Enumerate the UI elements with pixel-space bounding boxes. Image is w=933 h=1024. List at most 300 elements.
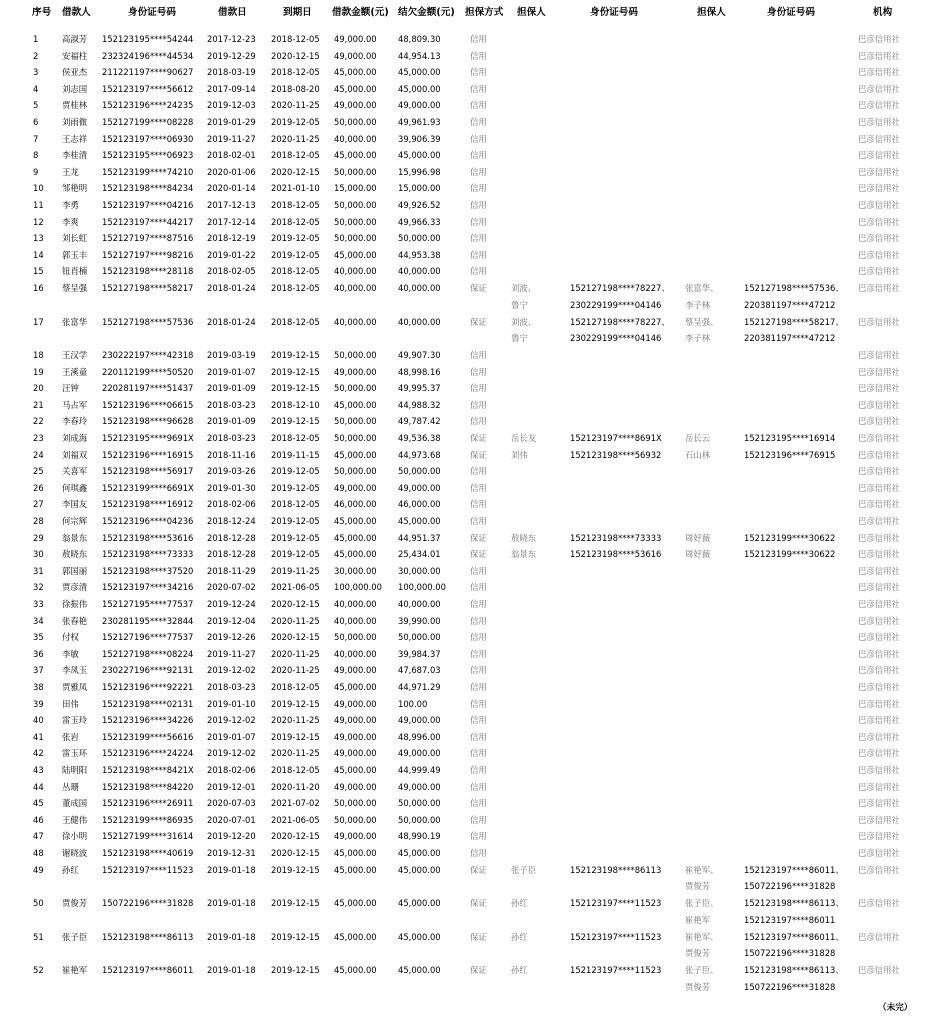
header-guarantor-2-id: 身份证号码 (767, 7, 815, 18)
due-date: 2019-11-25 (271, 565, 320, 576)
loan-date: 2020-07-01 (207, 814, 256, 825)
row-seq: 47 (33, 831, 44, 842)
borrower-id-number: 152127198****08224 (102, 648, 194, 659)
row-seq: 50 (33, 898, 44, 909)
row-seq: 11 (33, 200, 44, 210)
loan-amount: 45,000.00 (334, 765, 377, 775)
loan-amount: 50,000.00 (334, 166, 377, 177)
guarantee-mode: 信用 (470, 83, 487, 94)
institution-name: 巴彦信用社 (858, 150, 900, 161)
institution-name: 巴彦信用社 (858, 898, 900, 909)
guarantor-name: 贾俊芳 (685, 948, 711, 959)
guarantee-mode: 信用 (470, 233, 487, 244)
row-seq: 21 (33, 399, 44, 410)
row-seq: 8 (33, 150, 39, 161)
guarantee-mode: 信用 (470, 416, 487, 427)
due-date: 2019-12-15 (271, 898, 320, 909)
guarantor-name: 张子臣、 (685, 898, 719, 909)
borrower-name: 刘雨微 (62, 117, 88, 127)
due-date: 2020-11-25 (271, 665, 320, 676)
owed-amount: 49,961.93 (398, 117, 441, 127)
row-seq: 48 (33, 848, 44, 858)
borrower-id-number: 152127197****98216 (102, 249, 194, 260)
borrower-name: 王龙 (62, 166, 79, 177)
loan-date: 2019-12-29 (207, 50, 256, 61)
guarantor-id-number: 152123197****8691X (570, 433, 662, 443)
guarantee-mode: 保证 (470, 864, 487, 875)
guarantor-id-number: 152123197****86011、 (744, 864, 844, 875)
due-date: 2019-12-05 (271, 482, 320, 493)
guarantee-mode: 信用 (470, 166, 487, 177)
loan-date: 2019-12-03 (207, 100, 256, 111)
guarantee-mode: 信用 (470, 100, 487, 111)
institution-name: 巴彦信用社 (858, 383, 900, 394)
row-seq: 19 (33, 366, 44, 377)
borrower-id-number: 152123199****74210 (102, 166, 194, 177)
institution-name: 巴彦信用社 (858, 34, 900, 44)
loan-amount: 45,000.00 (334, 532, 377, 543)
borrower-id-number: 150722196****31828 (102, 898, 194, 909)
borrower-id-number: 211221197****90627 (102, 67, 194, 78)
due-date: 2020-12-15 (271, 831, 320, 842)
borrower-name: 丛珊 (62, 781, 79, 792)
guarantor-name: 敖晓东 (511, 532, 537, 543)
guarantor-name: 鲁宁 (511, 333, 528, 344)
owed-amount: 44,988.32 (398, 399, 441, 410)
loan-date: 2020-01-06 (207, 166, 256, 177)
due-date: 2018-12-05 (271, 200, 320, 210)
guarantee-mode: 信用 (470, 366, 487, 377)
header-seq: 序号 (32, 7, 52, 18)
owed-amount: 40,000.00 (398, 266, 441, 277)
loan-amount: 45,000.00 (334, 150, 377, 161)
row-seq: 18 (33, 350, 44, 360)
row-seq: 32 (33, 582, 44, 593)
loan-date: 2018-12-19 (207, 233, 256, 244)
loan-date: 2018-12-28 (207, 549, 256, 560)
row-seq: 42 (33, 748, 44, 759)
guarantor-id-number: 150722196****31828 (744, 948, 836, 959)
due-date: 2018-12-05 (271, 283, 320, 293)
due-date: 2019-12-05 (271, 466, 320, 477)
loan-amount: 49,000.00 (334, 366, 377, 377)
borrower-id-number: 152123198****86113 (102, 931, 194, 942)
borrower-id-number: 152123196****34226 (102, 715, 194, 726)
due-date: 2020-12-15 (271, 166, 320, 177)
institution-name: 巴彦信用社 (858, 249, 900, 260)
loan-amount: 49,000.00 (334, 715, 377, 726)
loan-date: 2018-03-19 (207, 67, 256, 78)
due-date: 2019-12-15 (271, 366, 320, 377)
row-seq: 40 (33, 715, 44, 726)
owed-amount: 45,000.00 (398, 848, 441, 858)
borrower-id-number: 152123197****06930 (102, 133, 194, 144)
guarantor-id-number: 152123198****73333 (570, 532, 662, 543)
guarantee-mode: 信用 (470, 814, 487, 825)
borrower-id-number: 152123198****56917 (102, 466, 194, 477)
guarantee-mode: 信用 (470, 50, 487, 61)
owed-amount: 40,000.00 (398, 316, 441, 327)
owed-amount: 46,000.00 (398, 499, 441, 510)
row-seq: 46 (33, 814, 44, 825)
borrower-name: 李国友 (62, 499, 88, 510)
borrower-id-number: 230281195****32844 (102, 615, 194, 626)
borrower-name: 刘福双 (62, 449, 88, 460)
guarantee-mode: 保证 (470, 532, 487, 543)
guarantee-mode: 信用 (470, 615, 487, 626)
row-seq: 12 (33, 216, 44, 227)
borrower-id-number: 152123196****24235 (102, 100, 194, 111)
due-date: 2018-12-05 (271, 765, 320, 775)
due-date: 2018-12-05 (271, 34, 320, 44)
owed-amount: 48,809.30 (398, 34, 441, 44)
row-seq: 51 (33, 931, 44, 942)
owed-amount: 45,000.00 (398, 516, 441, 526)
guarantee-mode: 信用 (470, 848, 487, 858)
borrower-name: 刘长虹 (62, 233, 88, 244)
loan-amount: 45,000.00 (334, 682, 377, 692)
loan-date: 2017-12-13 (207, 200, 256, 210)
guarantor-name: 贾俊芳 (685, 981, 711, 992)
borrower-name: 安福柱 (62, 50, 88, 61)
loan-date: 2019-12-02 (207, 748, 256, 759)
guarantee-mode: 信用 (470, 499, 487, 510)
guarantor-id-number: 152123196****76915 (744, 449, 836, 460)
borrower-id-number: 152127199****31614 (102, 831, 194, 842)
guarantee-mode: 信用 (470, 648, 487, 659)
owed-amount: 100.00 (398, 698, 428, 709)
due-date: 2018-12-05 (271, 150, 320, 161)
loan-date: 2017-12-14 (207, 216, 256, 227)
loan-date: 2018-01-24 (207, 316, 256, 327)
guarantee-mode: 信用 (470, 781, 487, 792)
guarantor-name: 张富华、 (685, 283, 719, 293)
loan-amount: 50,000.00 (334, 117, 377, 127)
guarantor-name: 刘波、 (511, 316, 537, 327)
loan-date: 2018-12-28 (207, 532, 256, 543)
borrower-name: 李爽 (62, 216, 79, 227)
loan-date: 2019-01-22 (207, 249, 256, 260)
guarantor-id-number: 152127198****57536、 (744, 283, 844, 293)
loan-amount: 100,000.00 (334, 582, 382, 593)
institution-name: 巴彦信用社 (858, 200, 900, 210)
borrower-name: 贾桂林 (62, 100, 88, 111)
due-date: 2018-08-20 (271, 83, 320, 94)
guarantee-mode: 信用 (470, 516, 487, 526)
due-date: 2021-06-05 (271, 582, 320, 593)
due-date: 2019-12-05 (271, 249, 320, 260)
institution-name: 巴彦信用社 (858, 931, 900, 942)
loan-date: 2019-12-26 (207, 632, 256, 643)
borrower-name: 王志祥 (62, 133, 88, 144)
due-date: 2018-12-05 (271, 682, 320, 692)
institution-name: 巴彦信用社 (858, 798, 900, 809)
borrower-name: 李凤玉 (62, 665, 88, 676)
owed-amount: 39,906.39 (398, 133, 441, 144)
loan-amount: 45,000.00 (334, 249, 377, 260)
due-date: 2020-12-15 (271, 599, 320, 609)
loan-amount: 45,000.00 (334, 898, 377, 909)
header-guarantor-2: 担保人 (697, 7, 726, 18)
owed-amount: 100,000.00 (398, 582, 446, 593)
owed-amount: 45,000.00 (398, 150, 441, 161)
loan-date: 2018-12-24 (207, 516, 256, 526)
owed-amount: 44,953.38 (398, 249, 441, 260)
due-date: 2019-12-15 (271, 931, 320, 942)
guarantor-id-number: 152127198****78227、 (570, 283, 670, 293)
row-seq: 30 (33, 549, 44, 560)
loan-date: 2019-01-10 (207, 698, 256, 709)
due-date: 2020-11-25 (271, 715, 320, 726)
borrower-id-number: 152127198****57536 (102, 316, 194, 327)
borrower-id-number: 152123197****34216 (102, 582, 194, 593)
loan-date: 2018-03-23 (207, 433, 256, 443)
due-date: 2019-12-15 (271, 731, 320, 742)
institution-name: 巴彦信用社 (858, 166, 900, 177)
loan-date: 2018-03-23 (207, 682, 256, 692)
due-date: 2020-12-15 (271, 848, 320, 858)
borrower-id-number: 230227196****92131 (102, 665, 194, 676)
borrower-name: 李桂清 (62, 150, 88, 161)
institution-name: 巴彦信用社 (858, 532, 900, 543)
due-date: 2019-12-15 (271, 416, 320, 427)
loan-date: 2019-01-18 (207, 931, 256, 942)
guarantor-name: 翁景东 (511, 549, 537, 560)
institution-name: 巴彦信用社 (858, 565, 900, 576)
loan-date: 2018-02-06 (207, 765, 256, 775)
loan-amount: 40,000.00 (334, 283, 377, 293)
guarantor-id-number: 230229199****04146 (570, 333, 662, 344)
owed-amount: 45,000.00 (398, 67, 441, 78)
owed-amount: 39,990.00 (398, 615, 441, 626)
loan-amount: 45,000.00 (334, 848, 377, 858)
institution-name: 巴彦信用社 (858, 831, 900, 842)
guarantor-name: 蔡呈强、 (685, 316, 719, 327)
borrower-name: 张春艳 (62, 615, 88, 626)
loan-date: 2019-01-09 (207, 383, 256, 394)
loan-date: 2019-12-02 (207, 665, 256, 676)
borrower-id-number: 152123197****04216 (102, 200, 194, 210)
borrower-name: 雷玉玲 (62, 715, 88, 726)
borrower-id-number: 152127199****08228 (102, 117, 194, 127)
borrower-id-number: 152123198****84234 (102, 183, 194, 194)
loan-amount: 40,000.00 (334, 133, 377, 144)
loan-date: 2018-02-06 (207, 499, 256, 510)
guarantor-name: 崔艳军、 (685, 931, 719, 942)
borrower-name: 张子臣 (62, 931, 88, 942)
owed-amount: 49,926.52 (398, 200, 441, 210)
header-id: 身份证号码 (128, 7, 176, 18)
due-date: 2020-11-25 (271, 615, 320, 626)
guarantee-mode: 信用 (470, 350, 487, 360)
guarantor-name: 孙红 (511, 931, 528, 942)
guarantee-mode: 信用 (470, 599, 487, 609)
due-date: 2019-12-15 (271, 383, 320, 394)
due-date: 2019-12-05 (271, 532, 320, 543)
header-due-date: 到期日 (283, 7, 312, 18)
borrower-name: 王溪童 (62, 366, 88, 377)
borrower-name: 刘成海 (62, 433, 88, 443)
borrower-id-number: 220281197****51437 (102, 383, 194, 394)
loan-date: 2019-12-31 (207, 848, 256, 858)
borrower-id-number: 152123197****11523 (102, 864, 194, 875)
guarantor-name: 鲁宁 (511, 299, 528, 310)
owed-amount: 45,000.00 (398, 864, 441, 875)
guarantor-id-number: 152123198****56932 (570, 449, 662, 460)
institution-name: 巴彦信用社 (858, 632, 900, 643)
loan-date: 2019-12-02 (207, 715, 256, 726)
borrower-name: 田伟 (62, 698, 79, 709)
loan-amount: 45,000.00 (334, 399, 377, 410)
institution-name: 巴彦信用社 (858, 133, 900, 144)
guarantee-mode: 信用 (470, 399, 487, 410)
loan-date: 2019-12-20 (207, 831, 256, 842)
loan-amount: 50,000.00 (334, 798, 377, 809)
loan-amount: 50,000.00 (334, 233, 377, 244)
row-seq: 27 (33, 499, 44, 510)
institution-name: 巴彦信用社 (858, 864, 900, 875)
row-seq: 5 (33, 100, 39, 111)
institution-name: 巴彦信用社 (858, 814, 900, 825)
borrower-id-number: 152123195****9691X (102, 433, 194, 443)
borrower-name: 贾雅凤 (62, 682, 88, 692)
borrower-name: 张岩 (62, 731, 79, 742)
guarantor-name: 岳长云 (685, 433, 711, 443)
row-seq: 38 (33, 682, 44, 692)
row-seq: 1 (33, 34, 39, 44)
guarantee-mode: 保证 (470, 931, 487, 942)
owed-amount: 45,000.00 (398, 83, 441, 94)
borrower-name: 钮肖楠 (62, 266, 88, 277)
loan-date: 2019-01-29 (207, 117, 256, 127)
row-seq: 20 (33, 383, 44, 394)
due-date: 2018-12-05 (271, 266, 320, 277)
guarantor-id-number: 152123198****53616 (570, 549, 662, 560)
institution-name: 巴彦信用社 (858, 965, 900, 976)
row-seq: 28 (33, 516, 44, 526)
borrower-name: 何琪鑫 (62, 482, 88, 493)
institution-name: 巴彦信用社 (858, 350, 900, 360)
loan-amount: 49,000.00 (334, 781, 377, 792)
loan-date: 2018-11-29 (207, 565, 256, 576)
borrower-id-number: 152123198****28118 (102, 266, 194, 277)
loan-amount: 50,000.00 (334, 632, 377, 643)
owed-amount: 50,000.00 (398, 233, 441, 244)
loan-amount: 46,000.00 (334, 499, 377, 510)
loan-date: 2019-12-01 (207, 781, 256, 792)
guarantee-mode: 信用 (470, 682, 487, 692)
guarantee-mode: 信用 (470, 466, 487, 477)
header-guarantee-mode: 担保方式 (465, 7, 504, 18)
owed-amount: 48,996.00 (398, 731, 441, 742)
row-seq: 33 (33, 599, 44, 609)
owed-amount: 49,907.30 (398, 350, 441, 360)
loan-amount: 40,000.00 (334, 615, 377, 626)
loan-amount: 50,000.00 (334, 216, 377, 227)
loan-amount: 45,000.00 (334, 864, 377, 875)
borrower-name: 李春玲 (62, 416, 88, 427)
loan-amount: 45,000.00 (334, 965, 377, 976)
owed-amount: 44,954.13 (398, 50, 441, 61)
owed-amount: 49,787.42 (398, 416, 441, 427)
guarantor-id-number: 150722196****31828 (744, 981, 836, 992)
loan-date: 2019-01-18 (207, 898, 256, 909)
borrower-name: 王健伟 (62, 814, 88, 825)
borrower-id-number: 152123198****02131 (102, 698, 194, 709)
owed-amount: 50,000.00 (398, 632, 441, 643)
row-seq: 13 (33, 233, 44, 244)
guarantor-name: 孙红 (511, 898, 528, 909)
guarantor-id-number: 152123198****86113 (570, 864, 662, 875)
guarantor-name: 李子林 (685, 333, 711, 344)
borrower-name: 雷玉环 (62, 748, 88, 759)
owed-amount: 15,000.00 (398, 183, 441, 194)
owed-amount: 49,000.00 (398, 100, 441, 111)
borrower-name: 刘志国 (62, 83, 88, 94)
guarantee-mode: 信用 (470, 482, 487, 493)
guarantee-mode: 信用 (470, 715, 487, 726)
due-date: 2020-12-15 (271, 50, 320, 61)
guarantee-mode: 信用 (470, 565, 487, 576)
guarantor-id-number: 150722196****31828 (744, 881, 836, 892)
guarantor-id-number: 152123197****11523 (570, 898, 662, 909)
borrower-id-number: 152123197****56612 (102, 83, 194, 94)
borrower-id-number: 152123197****86011 (102, 965, 194, 976)
due-date: 2018-12-05 (271, 433, 320, 443)
loan-amount: 50,000.00 (334, 416, 377, 427)
guarantee-mode: 保证 (470, 549, 487, 560)
loan-date: 2019-12-24 (207, 599, 256, 609)
borrower-id-number: 152123197****44217 (102, 216, 194, 227)
borrower-name: 蔡呈强 (62, 283, 88, 293)
row-seq: 34 (33, 615, 44, 626)
row-seq: 23 (33, 433, 44, 443)
row-seq: 3 (33, 67, 39, 78)
loan-date: 2018-03-23 (207, 399, 256, 410)
borrower-name: 李敏 (62, 648, 79, 659)
borrower-name: 翁景东 (62, 532, 88, 543)
borrower-name: 徐振伟 (62, 599, 88, 609)
due-date: 2019-12-15 (271, 350, 320, 360)
loan-amount: 49,000.00 (334, 748, 377, 759)
borrower-id-number: 230222197****42318 (102, 350, 194, 360)
loan-date: 2019-01-18 (207, 864, 256, 875)
row-seq: 35 (33, 632, 44, 643)
row-seq: 29 (33, 532, 44, 543)
borrower-id-number: 152123199****56616 (102, 731, 194, 742)
due-date: 2019-12-15 (271, 864, 320, 875)
owed-amount: 49,000.00 (398, 482, 441, 493)
loan-date: 2018-02-05 (207, 266, 256, 277)
borrower-name: 敖晓东 (62, 549, 88, 560)
loan-amount: 40,000.00 (334, 266, 377, 277)
due-date: 2021-01-10 (271, 183, 320, 194)
loan-amount: 40,000.00 (334, 316, 377, 327)
institution-name: 巴彦信用社 (858, 549, 900, 560)
row-seq: 45 (33, 798, 44, 809)
row-seq: 14 (33, 249, 44, 260)
loan-amount: 50,000.00 (334, 466, 377, 477)
guarantor-id-number: 220381197****47212 (744, 333, 836, 344)
owed-amount: 44,951.37 (398, 532, 441, 543)
borrower-name: 陆明阳 (62, 765, 88, 775)
institution-name: 巴彦信用社 (858, 466, 900, 477)
due-date: 2018-12-05 (271, 67, 320, 78)
loan-amount: 50,000.00 (334, 433, 377, 443)
row-seq: 2 (33, 50, 39, 61)
institution-name: 巴彦信用社 (858, 316, 900, 327)
guarantor-id-number: 152127198****58217、 (744, 316, 844, 327)
